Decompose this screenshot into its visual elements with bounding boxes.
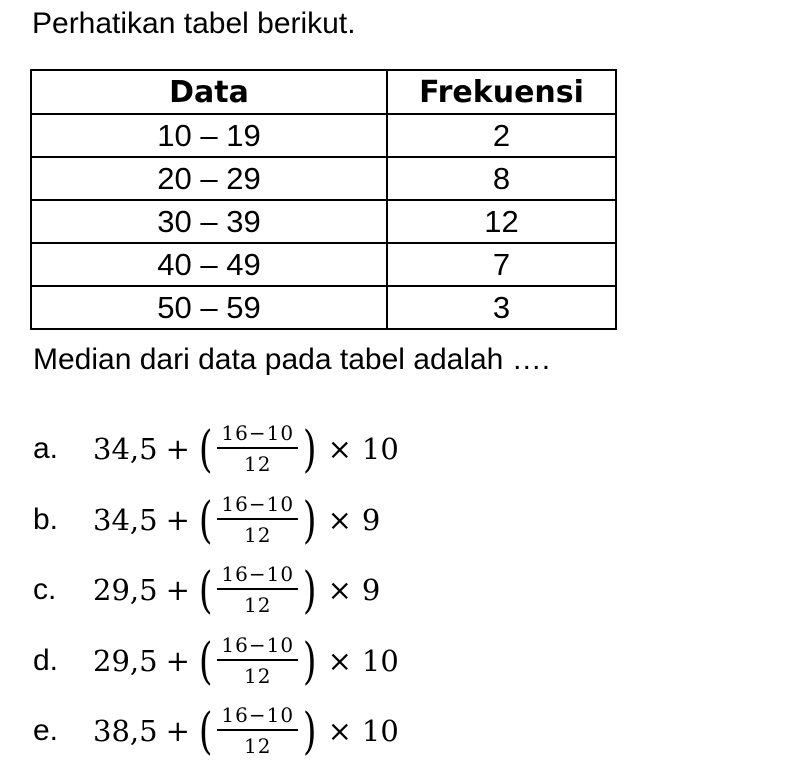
table-header-row <box>31 70 616 114</box>
option-e[interactable] <box>33 696 753 767</box>
cell-frekuensi: 3 <box>387 286 616 329</box>
fraction-denominator: 12 <box>244 522 272 547</box>
frequency-table <box>30 69 617 330</box>
header-frekuensi: Frekuensi <box>387 70 616 114</box>
table-row <box>31 114 616 157</box>
option-b[interactable] <box>33 485 753 556</box>
right-paren: ) <box>302 561 317 620</box>
fraction-numerator: 16−10 <box>217 422 298 449</box>
intro-text: Perhatikan tabel berikut. <box>32 7 356 40</box>
option-letter: a. <box>33 432 59 466</box>
fraction <box>217 634 298 688</box>
table-row <box>31 286 616 329</box>
formula-base: 29,5 <box>93 643 158 678</box>
fraction-denominator: 12 <box>244 452 272 477</box>
cell-data: 30 – 39 <box>31 200 387 243</box>
cell-frekuensi: 8 <box>387 157 616 200</box>
formula-plus: + <box>165 714 190 749</box>
table-row <box>31 200 616 243</box>
option-letter: e. <box>33 714 59 748</box>
left-paren: ( <box>198 490 213 549</box>
cell-data: 40 – 49 <box>31 243 387 286</box>
formula-multiplier: 10 <box>361 643 399 678</box>
formula-times: × <box>327 643 352 678</box>
formula-base: 29,5 <box>93 573 158 608</box>
option-letter: c. <box>33 573 57 607</box>
fraction-numerator: 16−10 <box>217 563 298 590</box>
formula-times: × <box>327 502 352 537</box>
fraction <box>217 422 298 476</box>
option-letter: b. <box>33 502 59 536</box>
formula-base: 34,5 <box>93 502 158 537</box>
fraction <box>217 563 298 617</box>
fraction <box>217 493 298 547</box>
fraction-numerator: 16−10 <box>217 493 298 520</box>
cell-frekuensi: 12 <box>387 200 616 243</box>
formula-multiplier: 10 <box>361 714 399 749</box>
header-data: Data <box>31 70 387 114</box>
answer-options <box>33 414 753 767</box>
fraction <box>217 704 298 758</box>
option-formula <box>93 419 399 479</box>
formula-multiplier: 10 <box>361 432 399 467</box>
cell-data: 10 – 19 <box>31 114 387 157</box>
formula-base: 38,5 <box>93 714 158 749</box>
option-formula <box>93 560 380 620</box>
option-formula <box>93 631 399 691</box>
right-paren: ) <box>302 631 317 690</box>
table-row <box>31 243 616 286</box>
fraction-numerator: 16−10 <box>217 634 298 661</box>
left-paren: ( <box>198 702 213 761</box>
formula-plus: + <box>165 502 190 537</box>
cell-frekuensi: 7 <box>387 243 616 286</box>
right-paren: ) <box>302 490 317 549</box>
option-a[interactable] <box>33 414 753 485</box>
fraction-denominator: 12 <box>244 734 272 759</box>
left-paren: ( <box>198 561 213 620</box>
option-c[interactable] <box>33 555 753 626</box>
left-paren: ( <box>198 420 213 479</box>
cell-frekuensi: 2 <box>387 114 616 157</box>
option-formula <box>93 490 380 550</box>
option-letter: d. <box>33 643 59 677</box>
formula-plus: + <box>165 573 190 608</box>
fraction-denominator: 12 <box>244 663 272 688</box>
cell-data: 50 – 59 <box>31 286 387 329</box>
cell-data: 20 – 29 <box>31 157 387 200</box>
fraction-numerator: 16−10 <box>217 704 298 731</box>
option-formula <box>93 701 399 761</box>
table-row <box>31 157 616 200</box>
formula-times: × <box>327 432 352 467</box>
formula-multiplier: 9 <box>361 573 381 608</box>
right-paren: ) <box>302 420 317 479</box>
option-d[interactable] <box>33 626 753 697</box>
formula-base: 34,5 <box>93 432 158 467</box>
left-paren: ( <box>198 631 213 690</box>
formula-plus: + <box>165 432 190 467</box>
formula-multiplier: 9 <box>361 502 381 537</box>
formula-times: × <box>327 573 352 608</box>
question-text: Median dari data pada tabel adalah …. <box>33 343 551 376</box>
fraction-denominator: 12 <box>244 593 272 618</box>
formula-plus: + <box>165 643 190 678</box>
right-paren: ) <box>302 702 317 761</box>
formula-times: × <box>327 714 352 749</box>
